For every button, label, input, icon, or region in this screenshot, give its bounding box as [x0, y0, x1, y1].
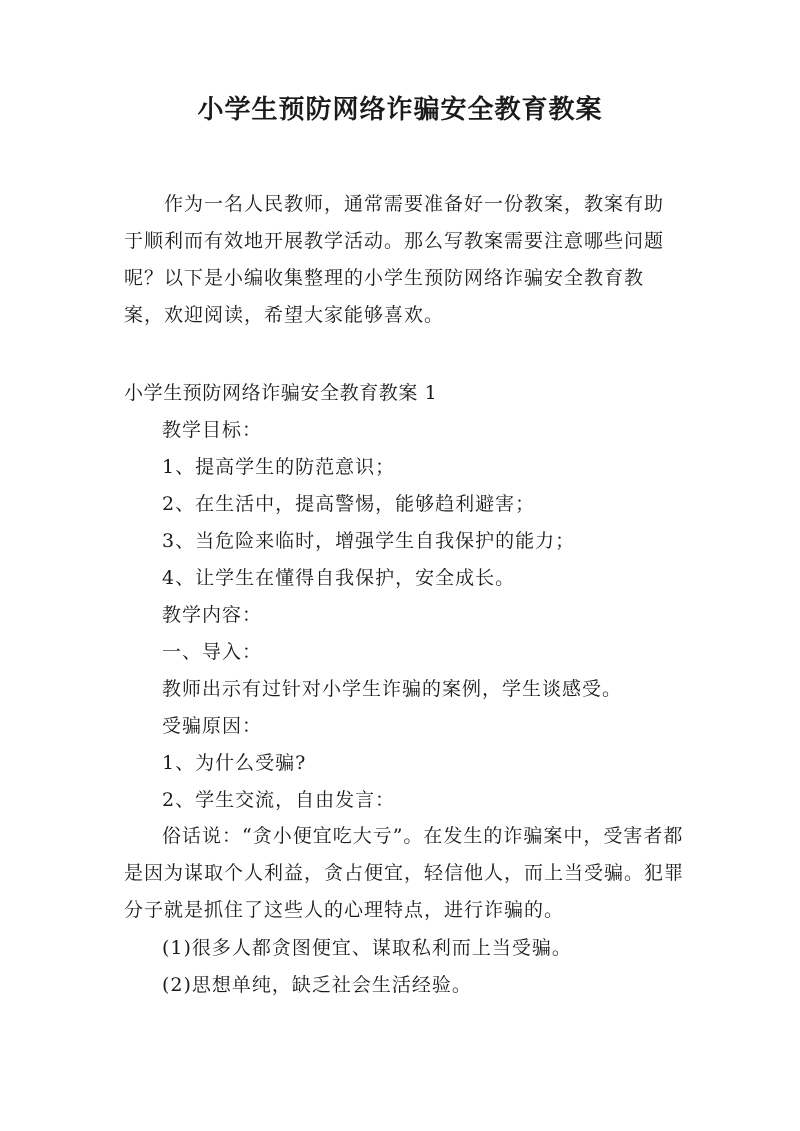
deception-reasons-label: 受骗原因：	[162, 715, 263, 737]
reason-item-2: (2)思想单纯，缺乏社会生活经验。	[162, 974, 472, 996]
section-heading: 小学生预防网络诈骗安全教育教案 1	[124, 382, 438, 404]
goal-item-1: 1、提高学生的防范意识；	[162, 456, 396, 478]
reason-question-2: 2、学生交流，自由发言：	[162, 789, 396, 811]
reason-item-1: (1)很多人都贪图便宜、谋取私利而上当受骗。	[162, 937, 572, 959]
reason-question-1: 1、为什么受骗?	[162, 752, 307, 774]
saying-paragraph: 俗话说：“贪小便宜吃大亏”。在发生的诈骗案中，受害者都是因为谋取个人利益，贪占便宜，轻信他人，而上当受骗。犯罪分子就是抓住了这些人的心理特点，进行诈骗的。	[124, 825, 685, 921]
goal-item-3: 3、当危险来临时，增强学生自我保护的能力；	[162, 530, 576, 552]
document-title: 小学生预防网络诈骗安全教育教案	[197, 95, 603, 125]
goal-item-4: 4、让学生在懂得自我保护，安全成长。	[162, 567, 516, 589]
teaching-content-label: 教学内容：	[162, 604, 263, 626]
intro-section-label: 一、导入：	[162, 641, 263, 663]
goal-item-2: 2、在生活中，提高警惕，能够趋利避害；	[162, 493, 536, 515]
intro-paragraph: 作为一名人民教师，通常需要准备好一份教案，教案有助于顺利而有效地开展教学活动。那么写教案需要注意哪些问题呢？以下是小编收集整理的小学生预防网络诈骗安全教育教案，欢迎阅读，希望大家能够喜欢。	[124, 193, 665, 326]
teacher-case-line: 教师出示有过针对小学生诈骗的案例，学生谈感受。	[162, 678, 623, 700]
teaching-goals-label: 教学目标：	[162, 419, 263, 441]
